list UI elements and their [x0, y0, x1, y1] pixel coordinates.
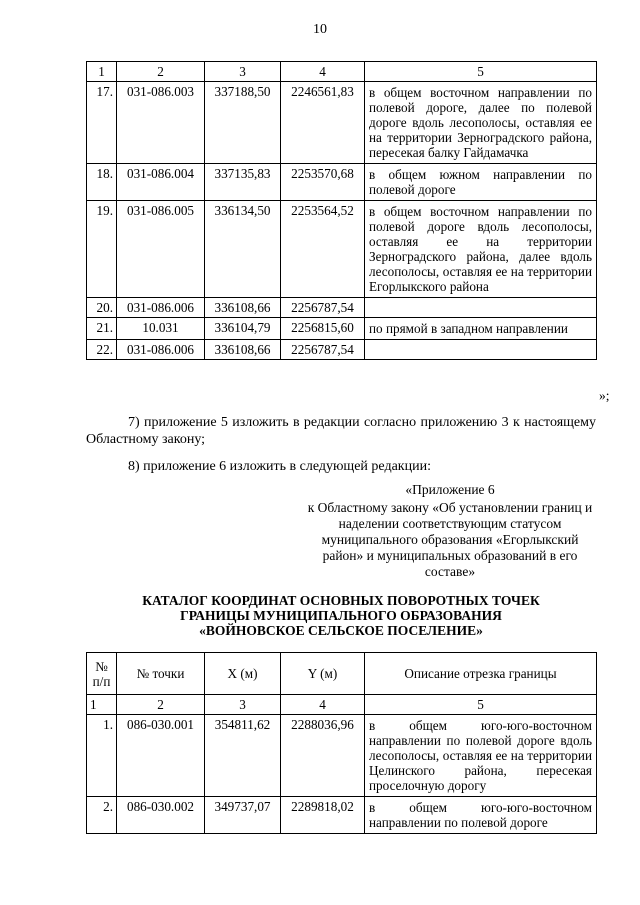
y-coordinate: 2288036,96	[281, 715, 365, 797]
table-header	[87, 653, 597, 695]
x-coordinate: 336108,66	[205, 298, 281, 318]
x-coordinate: 336104,79	[205, 318, 281, 340]
point-id: 086-030.002	[117, 797, 205, 834]
catalog-title-line-3: «ВОЙНОВСКОЕ СЕЛЬСКОЕ ПОСЕЛЕНИЕ»	[199, 623, 483, 638]
segment-description: в общем восточном направлении по полевой дороге, далее по полевой дороге вдоль лесополосы, оставляя ее на территории Зерноградского района, пересекая балку Гайдамачка	[365, 82, 597, 164]
paragraph-8: 8) приложение 6 изложить в следующей редакции:	[128, 459, 431, 474]
col-num-5: 5	[365, 62, 597, 82]
y-coordinate: 2256787,54	[281, 340, 365, 360]
point-id: 031-086.004	[117, 164, 205, 201]
catalog-title-line-1: КАТАЛОГ КООРДИНАТ ОСНОВНЫХ ПОВОРОТНЫХ ТОЧЕК	[142, 593, 540, 608]
table-header-numbers	[87, 62, 597, 82]
column-header-y: Y (м)	[281, 653, 365, 695]
point-id: 086-030.001	[117, 715, 205, 797]
table-row	[87, 340, 597, 360]
y-coordinate: 2253564,52	[281, 201, 365, 298]
segment-description	[365, 340, 597, 360]
table-row	[87, 82, 597, 164]
y-coordinate: 2289818,02	[281, 797, 365, 834]
column-header-number: № п/п	[87, 653, 117, 695]
segment-description: в общем юго-юго-восточном направлении по полевой дороге вдоль лесополосы, оставляя ее на территории Целинского района, пересекая проселочную дорогу	[365, 715, 597, 797]
point-id: 031-086.003	[117, 82, 205, 164]
col-num-1: 1	[87, 62, 117, 82]
coordinates-catalog-table	[86, 652, 597, 834]
y-coordinate: 2256787,54	[281, 298, 365, 318]
row-number: 18.	[87, 164, 117, 201]
table-row	[87, 318, 597, 340]
column-header-point: № точки	[117, 653, 205, 695]
row-number: 20.	[87, 298, 117, 318]
paragraph-7: 7) приложение 5 изложить в редакции согласно приложению 3 к настоящему Областному закону;	[86, 415, 596, 447]
table-row	[87, 201, 597, 298]
table-row	[87, 797, 597, 834]
segment-description	[365, 298, 597, 318]
x-coordinate: 337188,50	[205, 82, 281, 164]
col-num-3: 3	[205, 695, 281, 715]
col-num-1: 1	[87, 695, 117, 715]
segment-description: в общем южном направлении по полевой дороге	[365, 164, 597, 201]
column-header-description: Описание отрезка границы	[365, 653, 597, 695]
col-num-3: 3	[205, 62, 281, 82]
row-number: 19.	[87, 201, 117, 298]
point-id: 031-086.006	[117, 340, 205, 360]
boundary-table-continued	[86, 61, 597, 360]
row-number: 17.	[87, 82, 117, 164]
point-id: 10.031	[117, 318, 205, 340]
segment-description: в общем юго-юго-восточном направлении по полевой дороге	[365, 797, 597, 834]
x-coordinate: 354811,62	[205, 715, 281, 797]
col-num-4: 4	[281, 695, 365, 715]
appendix-reference: к Областному закону «Об установлении границ и наделении соответствующим статусом муниципального образования «Егорлыкский район» и муниципальных образований в его составе»	[307, 500, 593, 579]
table-header-numbers	[87, 695, 597, 715]
y-coordinate: 2253570,68	[281, 164, 365, 201]
column-header-x: X (м)	[205, 653, 281, 695]
point-id: 031-086.006	[117, 298, 205, 318]
table-row	[87, 164, 597, 201]
x-coordinate: 337135,83	[205, 164, 281, 201]
x-coordinate: 336108,66	[205, 340, 281, 360]
x-coordinate: 336134,50	[205, 201, 281, 298]
row-number: 22.	[87, 340, 117, 360]
y-coordinate: 2246561,83	[281, 82, 365, 164]
catalog-title	[86, 593, 596, 638]
point-id: 031-086.005	[117, 201, 205, 298]
col-num-5: 5	[365, 695, 597, 715]
row-number: 2.	[87, 797, 117, 834]
y-coordinate: 2256815,60	[281, 318, 365, 340]
catalog-title-line-2: ГРАНИЦЫ МУНИЦИПАЛЬНОГО ОБРАЗОВАНИЯ	[180, 608, 502, 623]
row-number: 1.	[87, 715, 117, 797]
table-row	[87, 715, 597, 797]
col-num-2: 2	[117, 695, 205, 715]
closing-quote: »;	[599, 388, 610, 403]
appendix-title: «Приложение 6	[405, 482, 495, 497]
table-row	[87, 298, 597, 318]
row-number: 21.	[87, 318, 117, 340]
page-number: 10	[313, 22, 327, 37]
col-num-4: 4	[281, 62, 365, 82]
x-coordinate: 349737,07	[205, 797, 281, 834]
segment-description: в общем восточном направлении по полевой дороге вдоль лесополосы, оставляя ее на территории Зерноградского района, далее вдоль лесополосы, оставляя ее на территории Егорлыкского района	[365, 201, 597, 298]
col-num-2: 2	[117, 62, 205, 82]
segment-description: по прямой в западном направлении	[365, 318, 597, 340]
